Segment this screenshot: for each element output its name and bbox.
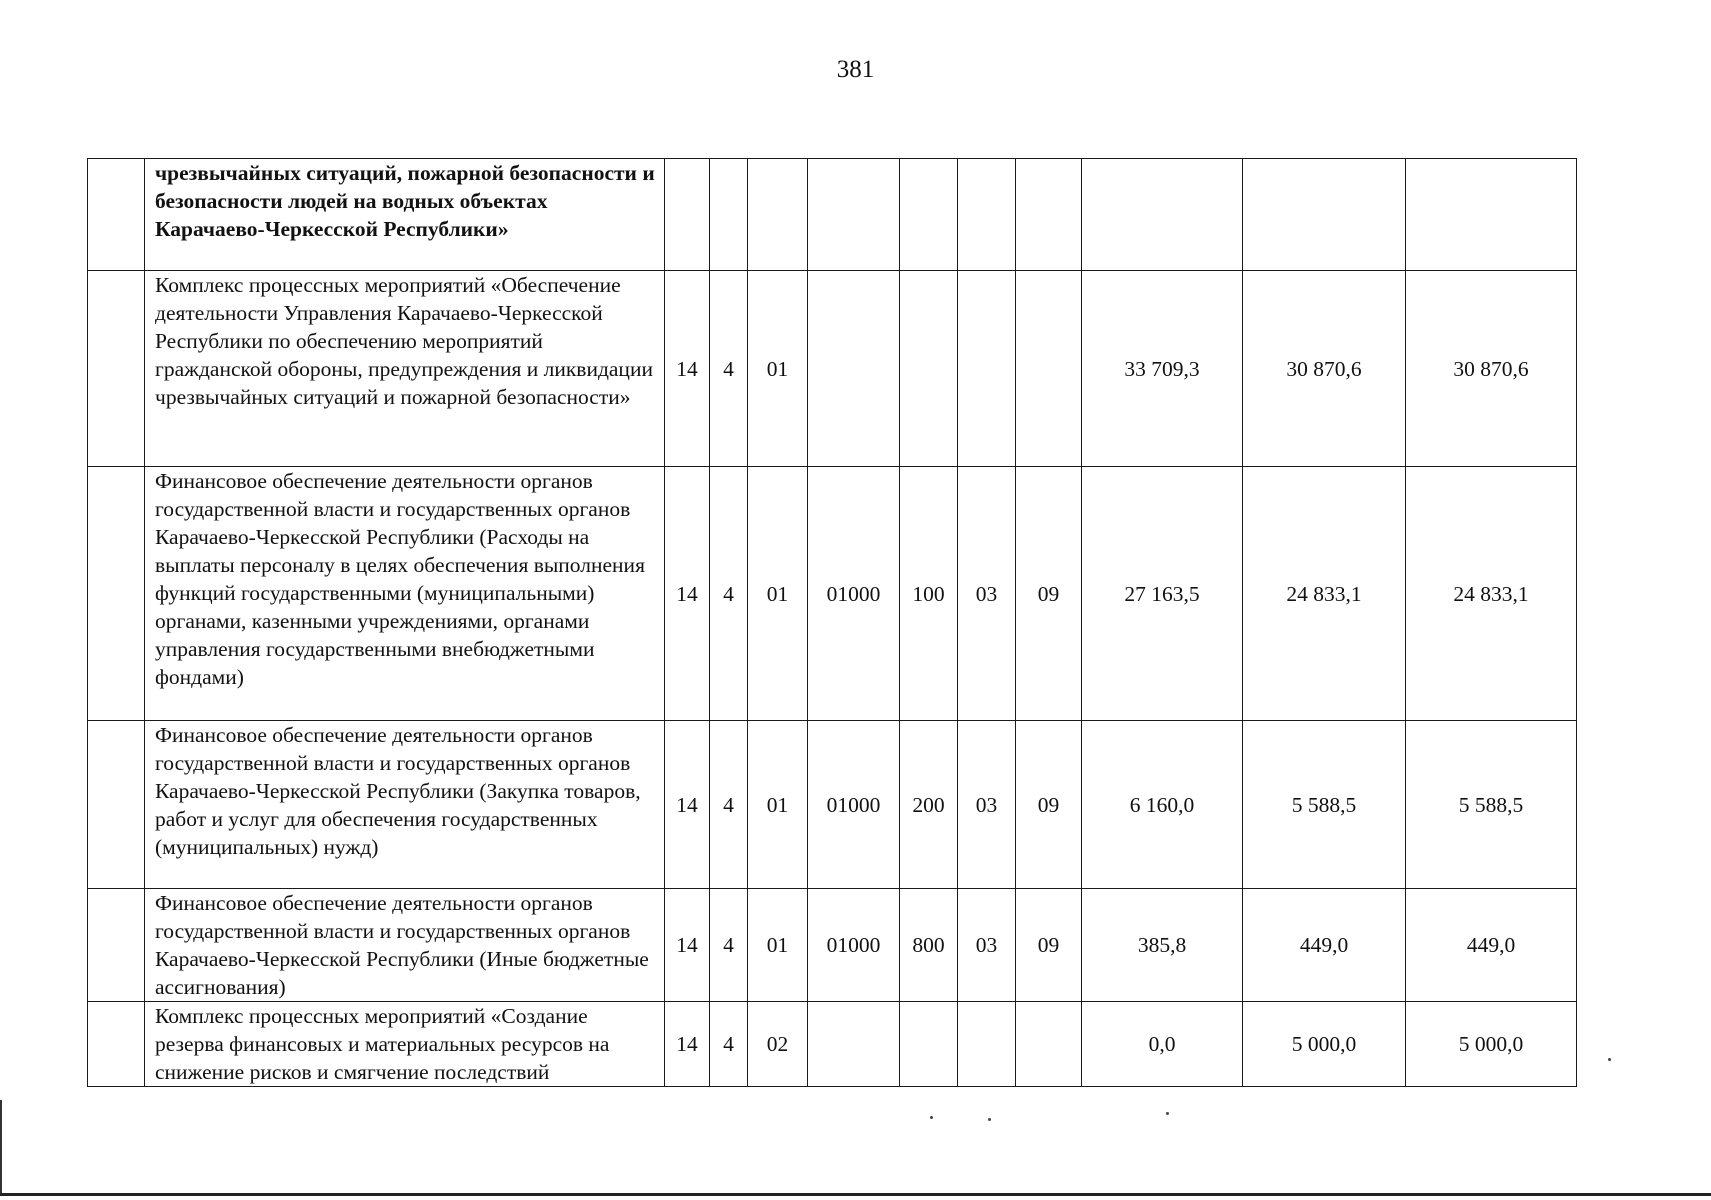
cell-section bbox=[665, 159, 710, 271]
cell-division bbox=[958, 159, 1016, 271]
cell-subsection: 4 bbox=[710, 1002, 748, 1087]
cell-description: чрезвычайных ситуаций, пожарной безопасности и безопасности людей на водных объектах Карачаево-Черкесской Республики» bbox=[145, 159, 665, 271]
cell-division: 03 bbox=[958, 721, 1016, 889]
scan-edge bbox=[0, 1100, 2, 1195]
cell-amount-year1: 6 160,0 bbox=[1082, 721, 1243, 889]
table-row bbox=[88, 271, 1577, 467]
cell-index bbox=[88, 721, 145, 889]
cell-program: 01 bbox=[748, 271, 808, 467]
cell-amount-year2: 449,0 bbox=[1243, 889, 1406, 1002]
cell-index bbox=[88, 467, 145, 721]
cell-division bbox=[958, 271, 1016, 467]
cell-amount-year2: 30 870,6 bbox=[1243, 271, 1406, 467]
cell-amount-year2 bbox=[1243, 159, 1406, 271]
cell-amount-year3: 30 870,6 bbox=[1406, 271, 1577, 467]
cell-expense-type: 800 bbox=[900, 889, 958, 1002]
cell-expense-type bbox=[900, 271, 958, 467]
cell-description: Финансовое обеспечение деятельности органов государственной власти и государственных органов Карачаево-Черкесской Республики (Иные бюджетные ассигнования) bbox=[145, 889, 665, 1002]
cell-index bbox=[88, 889, 145, 1002]
cell-section: 14 bbox=[665, 467, 710, 721]
cell-expense-type: 100 bbox=[900, 467, 958, 721]
cell-division: 03 bbox=[958, 889, 1016, 1002]
cell-amount-year1 bbox=[1082, 159, 1243, 271]
cell-subdivision: 09 bbox=[1016, 467, 1082, 721]
cell-direction bbox=[808, 159, 900, 271]
cell-amount-year3 bbox=[1406, 159, 1577, 271]
cell-amount-year2: 5 000,0 bbox=[1243, 1002, 1406, 1087]
table-body bbox=[88, 159, 1577, 1087]
cell-amount-year1: 385,8 bbox=[1082, 889, 1243, 1002]
cell-description: Комплекс процессных мероприятий «Обеспечение деятельности Управления Карачаево-Черкесской Республики по обеспечению мероприятий гражданской обороны, предупреждения и ликвидации чрезвычайных ситуаций и пожарной безопасности» bbox=[145, 271, 665, 467]
cell-program: 01 bbox=[748, 889, 808, 1002]
cell-section: 14 bbox=[665, 271, 710, 467]
cell-direction bbox=[808, 1002, 900, 1087]
cell-section: 14 bbox=[665, 889, 710, 1002]
cell-amount-year1: 27 163,5 bbox=[1082, 467, 1243, 721]
cell-index bbox=[88, 159, 145, 271]
cell-program bbox=[748, 159, 808, 271]
cell-subsection: 4 bbox=[710, 271, 748, 467]
cell-amount-year3: 449,0 bbox=[1406, 889, 1577, 1002]
cell-direction: 01000 bbox=[808, 721, 900, 889]
scan-speck bbox=[988, 1118, 991, 1121]
cell-subsection: 4 bbox=[710, 721, 748, 889]
cell-description: Комплекс процессных мероприятий «Создание резерва финансовых и материальных ресурсов на снижение рисков и смягчение последствий bbox=[145, 1002, 665, 1087]
cell-direction bbox=[808, 271, 900, 467]
cell-subdivision bbox=[1016, 271, 1082, 467]
scan-speck bbox=[1608, 1058, 1611, 1061]
cell-division: 03 bbox=[958, 467, 1016, 721]
cell-expense-type bbox=[900, 1002, 958, 1087]
cell-division bbox=[958, 1002, 1016, 1087]
cell-expense-type bbox=[900, 159, 958, 271]
cell-amount-year3: 5 000,0 bbox=[1406, 1002, 1577, 1087]
cell-program: 02 bbox=[748, 1002, 808, 1087]
cell-index bbox=[88, 271, 145, 467]
scan-speck bbox=[930, 1116, 933, 1119]
cell-amount-year2: 24 833,1 bbox=[1243, 467, 1406, 721]
cell-subsection: 4 bbox=[710, 889, 748, 1002]
cell-description: Финансовое обеспечение деятельности органов государственной власти и государственных органов Карачаево-Черкесской Республики (Закупка товаров, работ и услуг для обеспечения государственных (муниципальных) нужд) bbox=[145, 721, 665, 889]
scan-speck bbox=[1166, 1112, 1169, 1115]
cell-subsection: 4 bbox=[710, 467, 748, 721]
cell-direction: 01000 bbox=[808, 889, 900, 1002]
cell-section: 14 bbox=[665, 721, 710, 889]
cell-amount-year1: 33 709,3 bbox=[1082, 271, 1243, 467]
cell-subdivision bbox=[1016, 159, 1082, 271]
cell-program: 01 bbox=[748, 467, 808, 721]
cell-subdivision: 09 bbox=[1016, 889, 1082, 1002]
table-row bbox=[88, 721, 1577, 889]
table-row bbox=[88, 159, 1577, 271]
page-number: 381 bbox=[836, 56, 875, 83]
scan-bottom-line bbox=[0, 1193, 1711, 1196]
cell-program: 01 bbox=[748, 721, 808, 889]
cell-section: 14 bbox=[665, 1002, 710, 1087]
cell-subdivision bbox=[1016, 1002, 1082, 1087]
cell-description: Финансовое обеспечение деятельности органов государственной власти и государственных органов Карачаево-Черкесской Республики (Расходы на выплаты персоналу в целях обеспечения выполнения функций государственными (муниципальными) органами, казенными учреждениями, органами управления государственными внебюджетными фондами) bbox=[145, 467, 665, 721]
cell-direction: 01000 bbox=[808, 467, 900, 721]
table-row bbox=[88, 1002, 1577, 1087]
cell-index bbox=[88, 1002, 145, 1087]
cell-amount-year1: 0,0 bbox=[1082, 1002, 1243, 1087]
cell-amount-year3: 5 588,5 bbox=[1406, 721, 1577, 889]
cell-expense-type: 200 bbox=[900, 721, 958, 889]
cell-amount-year3: 24 833,1 bbox=[1406, 467, 1577, 721]
cell-amount-year2: 5 588,5 bbox=[1243, 721, 1406, 889]
table-row bbox=[88, 889, 1577, 1002]
cell-subdivision: 09 bbox=[1016, 721, 1082, 889]
cell-subsection bbox=[710, 159, 748, 271]
budget-table bbox=[87, 158, 1577, 1087]
table-row bbox=[88, 467, 1577, 721]
